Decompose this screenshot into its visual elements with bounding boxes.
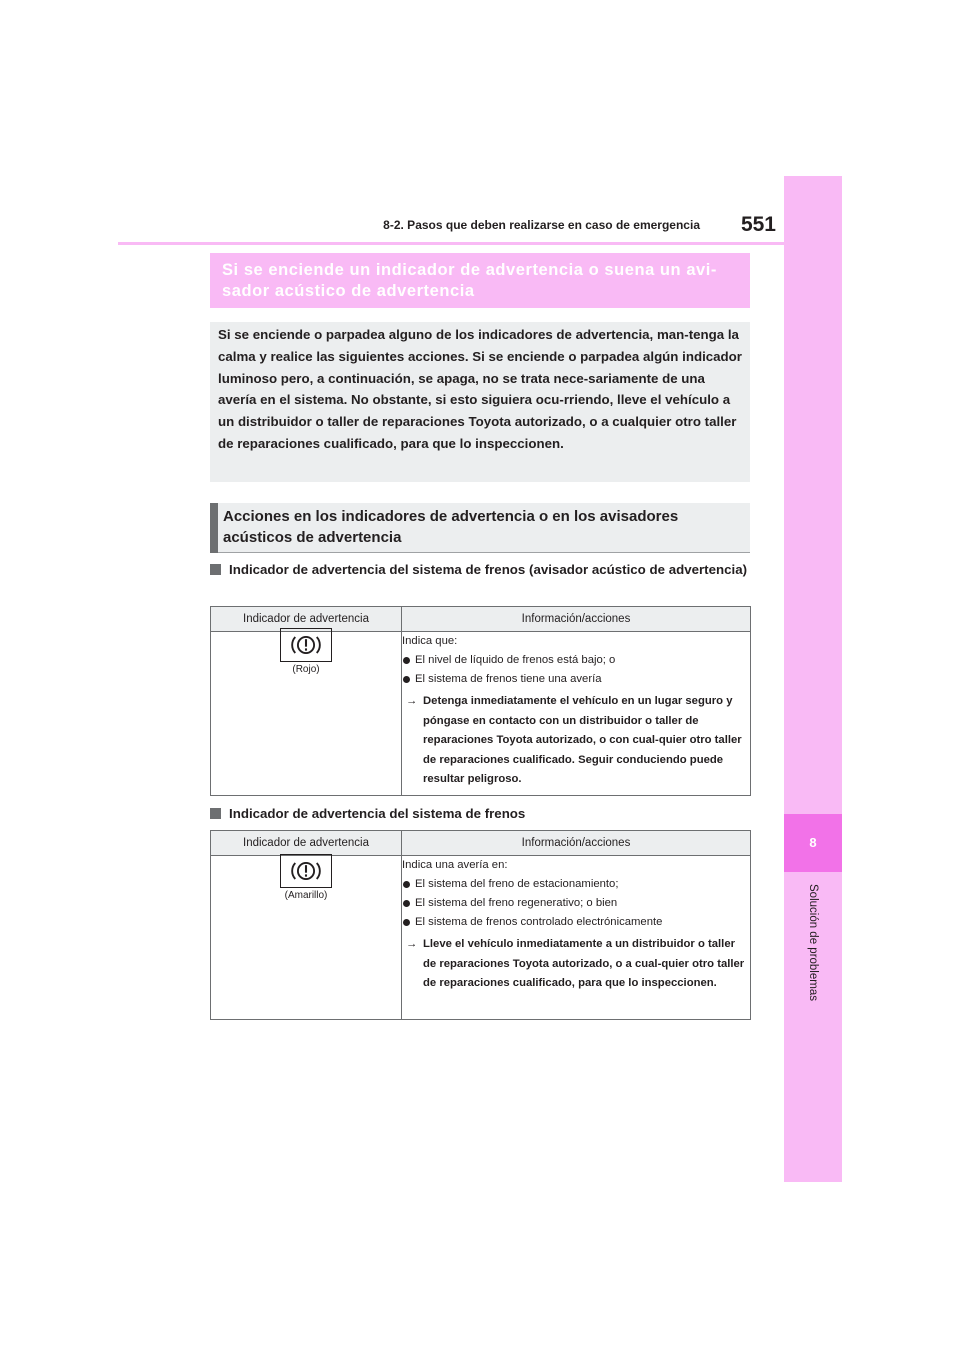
warning-table-2 bbox=[210, 830, 751, 1020]
indicator-figure bbox=[280, 628, 332, 675]
page-number: 551 bbox=[740, 213, 776, 236]
info-action-text: Detenga inmediatamente el vehículo en un lugar seguro y póngase en contacto con un distribuidor o taller de reparaciones Toyota autorizado, o con cual-quier otro taller de reparaciones cualificado. Seguir conduciendo puede resultar peligroso. bbox=[423, 695, 742, 785]
indicator-caption: (Amarillo) bbox=[284, 890, 328, 901]
info-action bbox=[402, 692, 750, 790]
info-bullet: El sistema del freno regenerativo; o bien bbox=[402, 894, 750, 913]
arrow-icon: → bbox=[406, 938, 418, 950]
title-box bbox=[210, 253, 750, 308]
brake-warning-icon bbox=[280, 628, 332, 662]
info-bullet: El nivel de líquido de frenos está bajo; o bbox=[402, 651, 750, 670]
intro-box bbox=[210, 322, 750, 482]
warning-table-1 bbox=[210, 606, 751, 796]
block-1-subheading-text: Indicador de advertencia del sistema de frenos (avisador acústico de advertencia) bbox=[229, 562, 748, 577]
arrow-icon: → bbox=[406, 695, 418, 707]
chapter-tab[interactable]: 8 bbox=[784, 814, 842, 872]
header-rule bbox=[118, 242, 784, 245]
block-2-subheading bbox=[210, 805, 750, 823]
section-heading-bar bbox=[210, 503, 218, 553]
indicator-cell bbox=[211, 856, 402, 1020]
square-bullet-icon bbox=[210, 808, 221, 819]
section-heading-text: Acciones en los indicadores de advertencia o en los avisadores acústicos de advertencia bbox=[223, 508, 679, 546]
column-header-indicator: Indicador de advertencia bbox=[211, 831, 402, 856]
column-header-info: Información/acciones bbox=[402, 607, 751, 632]
brake-warning-icon bbox=[280, 854, 332, 888]
section-heading bbox=[210, 503, 750, 553]
info-bullet: El sistema del freno de estacionamiento; bbox=[402, 875, 750, 894]
info-action bbox=[402, 935, 750, 994]
intro-text: Si se enciende o parpadea alguno de los indicadores de advertencia, man-tenga la calma y realice las siguientes acciones. Si se enciende o parpadea algún indicador luminoso pero, a continuación, se apaga, no se trata nece-sariamente de una avería en el sistema. No obstante, si esto siguiera ocu-rriendo, lleve el vehículo a un distribuidor o taller de reparaciones Toyota autorizado, o a cualquier otro taller de reparaciones cualificado, para que lo inspeccionen. bbox=[218, 327, 742, 451]
chapter-title-text: Solución de problemas bbox=[807, 884, 819, 1001]
info-bullet: El sistema de frenos controlado electrónicamente bbox=[402, 913, 750, 932]
column-header-info: Información/acciones bbox=[402, 831, 751, 856]
info-cell bbox=[402, 632, 751, 796]
info-bullet: El sistema de frenos tiene una avería bbox=[402, 670, 750, 689]
info-intro: Indica que: bbox=[402, 635, 458, 647]
indicator-cell bbox=[211, 632, 402, 796]
running-header: 8-2. Pasos que deben realizarse en caso de emergencia bbox=[383, 218, 700, 232]
block-2-subheading-text: Indicador de advertencia del sistema de frenos bbox=[229, 806, 526, 821]
chapter-title bbox=[784, 884, 842, 1034]
column-header-indicator: Indicador de advertencia bbox=[211, 607, 402, 632]
info-intro: Indica una avería en: bbox=[402, 859, 508, 871]
square-bullet-icon bbox=[210, 564, 221, 575]
info-cell bbox=[402, 856, 751, 1020]
info-action-text: Lleve el vehículo inmediatamente a un distribuidor o taller de reparaciones Toyota autorizado, o a cual-quier otro taller de reparaciones cualificado, para que lo inspeccionen. bbox=[423, 938, 745, 989]
block-1-subheading bbox=[210, 561, 750, 579]
title-text: Si se enciende un indicador de advertencia o suena un avi-sador acústico de advertencia bbox=[222, 261, 717, 300]
indicator-figure bbox=[280, 854, 332, 901]
indicator-caption: (Rojo) bbox=[292, 664, 320, 675]
